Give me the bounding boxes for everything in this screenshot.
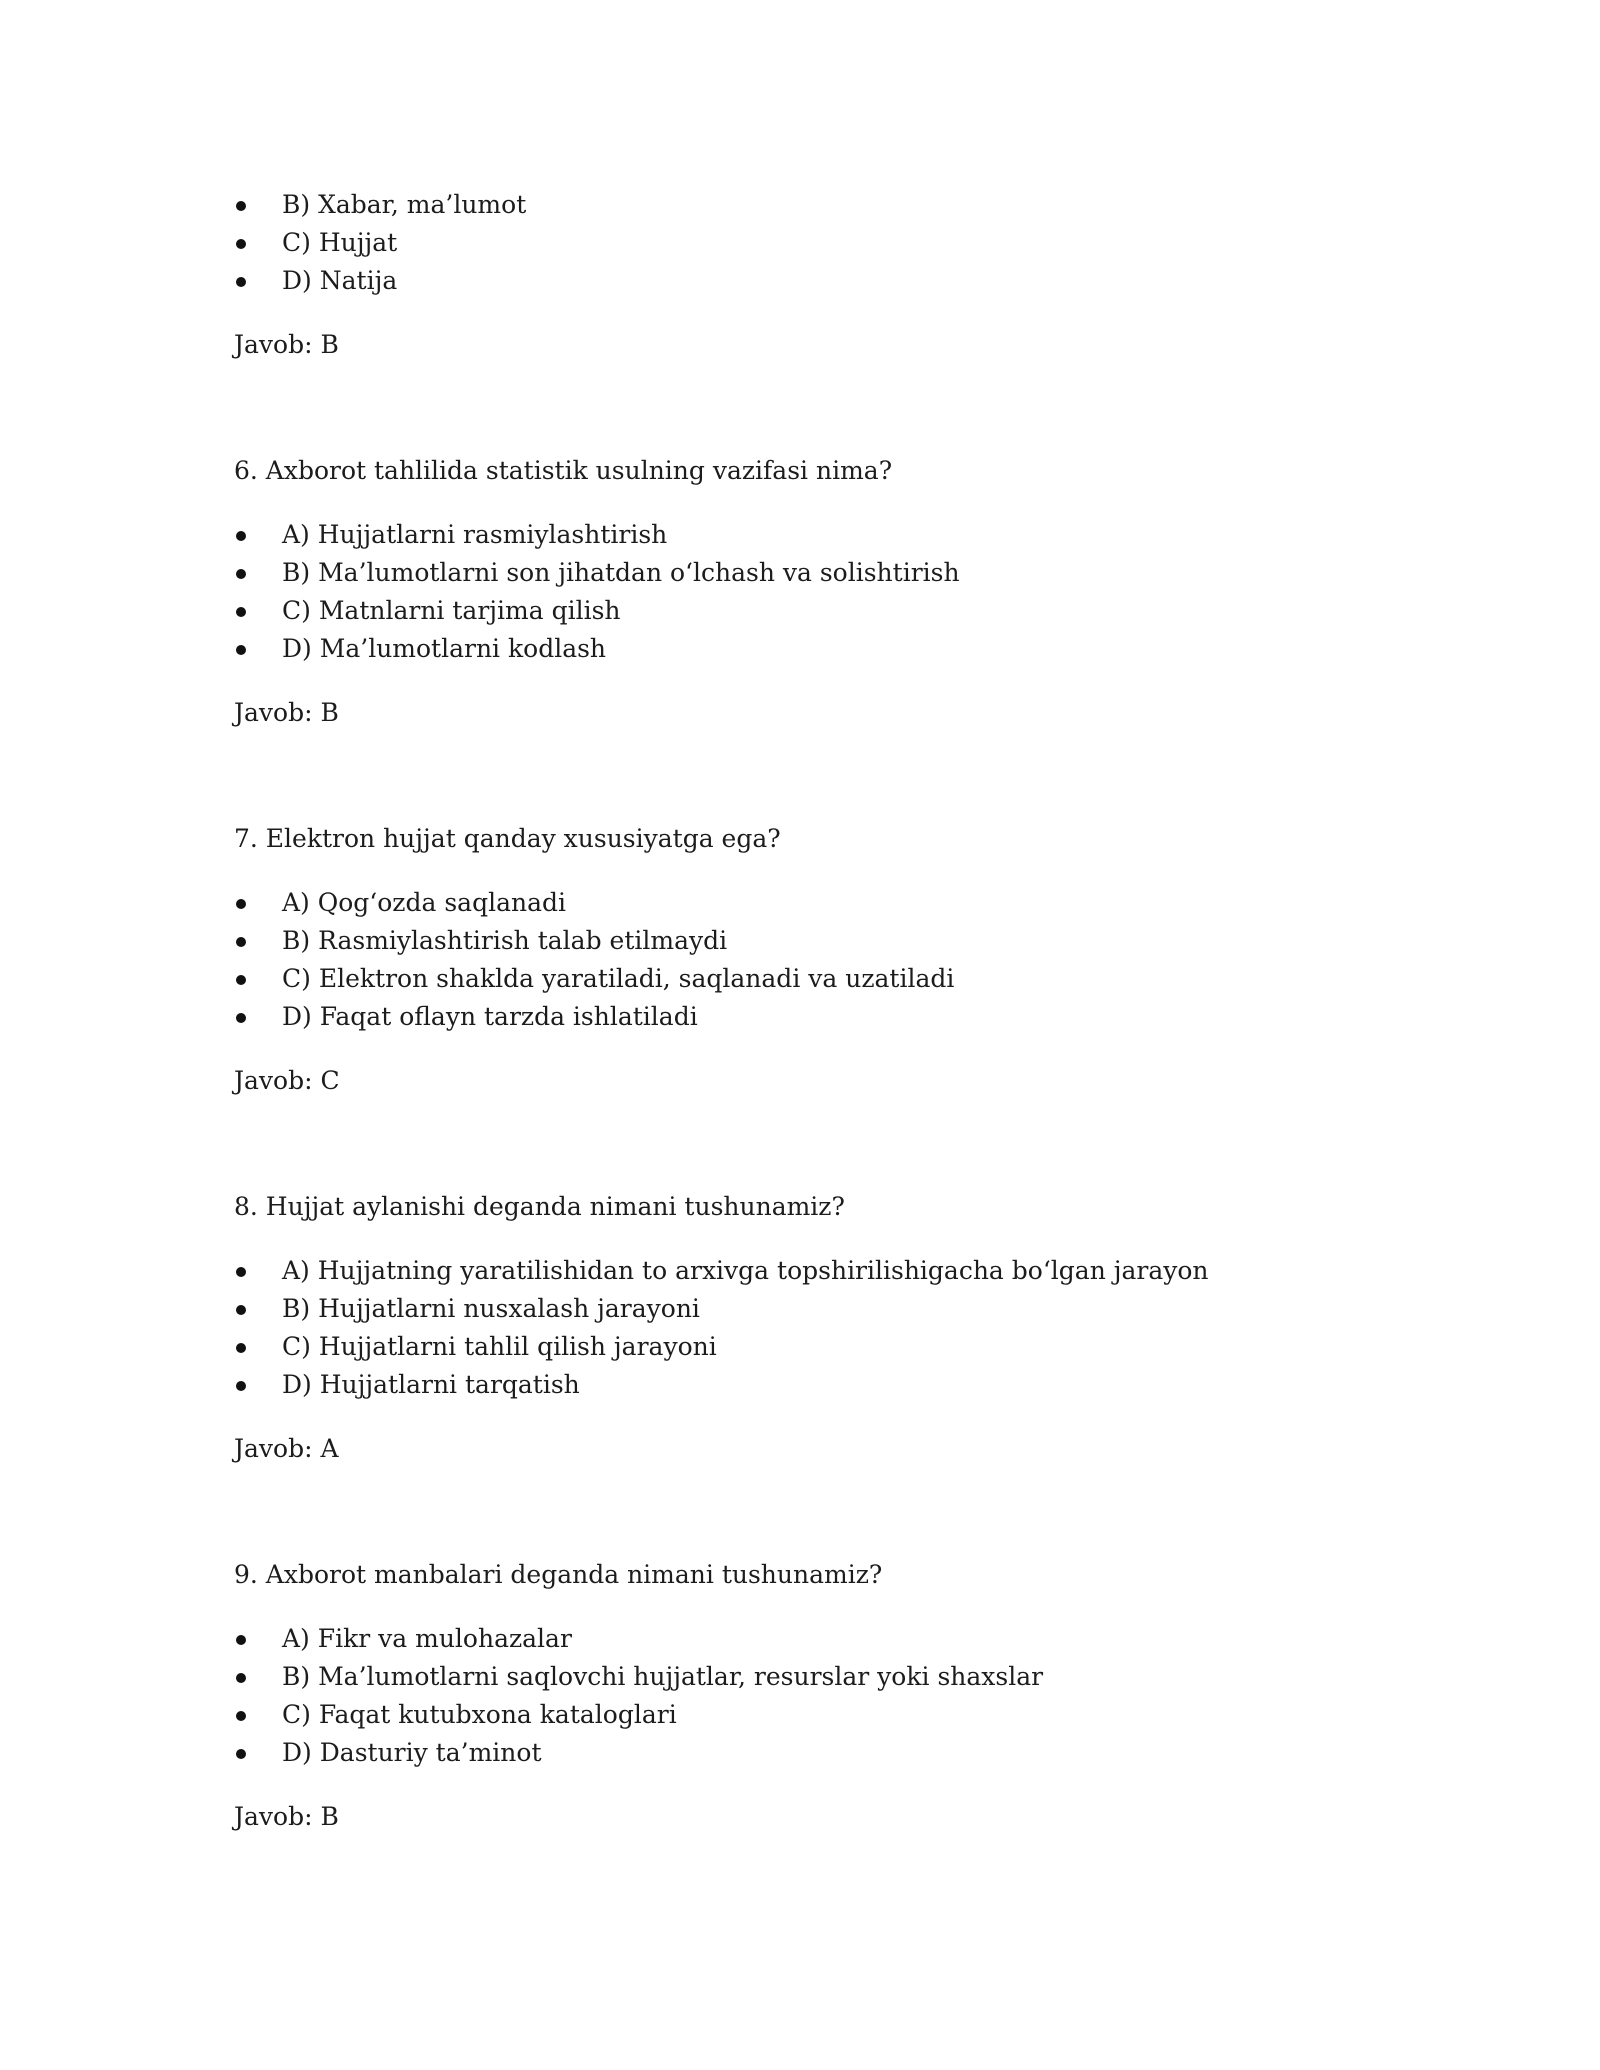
- bullet-icon: [236, 607, 246, 617]
- option-item: A) Hujjatning yaratilishidan to arxivga topshirilishigacha bo‘lgan jarayon: [234, 1252, 1434, 1290]
- option-item: D) Dasturiy ta’minot: [234, 1734, 1434, 1772]
- question-9: [234, 1556, 1434, 1836]
- answer-text: Javob: C: [234, 1066, 340, 1095]
- option-item: C) Hujjatlarni tahlil qilish jarayoni: [234, 1328, 1434, 1366]
- option-list: [234, 1620, 1434, 1772]
- spacer: [234, 1100, 1434, 1188]
- bullet-icon: [236, 975, 246, 985]
- option-list: [234, 516, 1434, 668]
- bullet-icon: [236, 239, 246, 249]
- question-5-fragment: [234, 186, 1434, 364]
- option-item: A) Fikr va mulohazalar: [234, 1620, 1434, 1658]
- bullet-icon: [236, 645, 246, 655]
- option-list: [234, 884, 1434, 1036]
- question-text: 6. Axborot tahlilida statistik usulning vazifasi nima?: [234, 456, 893, 485]
- option-item: C) Elektron shaklda yaratiladi, saqlanadi va uzatiladi: [234, 960, 1434, 998]
- question-text: 8. Hujjat aylanishi deganda nimani tushunamiz?: [234, 1192, 845, 1221]
- question-6: [234, 452, 1434, 732]
- option-item: B) Ma’lumotlarni son jihatdan o‘lchash va solishtirish: [234, 554, 1434, 592]
- answer-text: Javob: B: [234, 330, 339, 359]
- option-item: C) Hujjat: [234, 224, 1434, 262]
- bullet-icon: [236, 1381, 246, 1391]
- spacer: [234, 1468, 1434, 1556]
- bullet-icon: [236, 1267, 246, 1277]
- bullet-icon: [236, 937, 246, 947]
- option-item: C) Faqat kutubxona kataloglari: [234, 1696, 1434, 1734]
- option-list: [234, 1252, 1434, 1404]
- option-item: D) Natija: [234, 262, 1434, 300]
- answer-text: Javob: A: [234, 1434, 339, 1463]
- answer-text: Javob: B: [234, 698, 339, 727]
- option-item: A) Hujjatlarni rasmiylashtirish: [234, 516, 1434, 554]
- bullet-icon: [236, 201, 246, 211]
- bullet-icon: [236, 899, 246, 909]
- document-content: [234, 186, 1434, 1836]
- bullet-icon: [236, 277, 246, 287]
- question-text: 7. Elektron hujjat qanday xususiyatga ega?: [234, 824, 781, 853]
- question-7: [234, 820, 1434, 1100]
- option-item: C) Matnlarni tarjima qilish: [234, 592, 1434, 630]
- option-item: D) Faqat oflayn tarzda ishlatiladi: [234, 998, 1434, 1036]
- option-item: A) Qog‘ozda saqlanadi: [234, 884, 1434, 922]
- question-8: [234, 1188, 1434, 1468]
- bullet-icon: [236, 1673, 246, 1683]
- option-item: B) Xabar, ma’lumot: [234, 186, 1434, 224]
- option-item: D) Ma’lumotlarni kodlash: [234, 630, 1434, 668]
- bullet-icon: [236, 1749, 246, 1759]
- answer-text: Javob: B: [234, 1802, 339, 1831]
- option-item: B) Hujjatlarni nusxalash jarayoni: [234, 1290, 1434, 1328]
- option-item: B) Ma’lumotlarni saqlovchi hujjatlar, resurslar yoki shaxslar: [234, 1658, 1434, 1696]
- bullet-icon: [236, 531, 246, 541]
- spacer: [234, 364, 1434, 452]
- option-item: D) Hujjatlarni tarqatish: [234, 1366, 1434, 1404]
- spacer: [234, 732, 1434, 820]
- bullet-icon: [236, 1305, 246, 1315]
- bullet-icon: [236, 1343, 246, 1353]
- option-item: B) Rasmiylashtirish talab etilmaydi: [234, 922, 1434, 960]
- bullet-icon: [236, 1635, 246, 1645]
- bullet-icon: [236, 1013, 246, 1023]
- bullet-icon: [236, 569, 246, 579]
- bullet-icon: [236, 1711, 246, 1721]
- question-text: 9. Axborot manbalari deganda nimani tushunamiz?: [234, 1560, 883, 1589]
- option-list: [234, 186, 1434, 300]
